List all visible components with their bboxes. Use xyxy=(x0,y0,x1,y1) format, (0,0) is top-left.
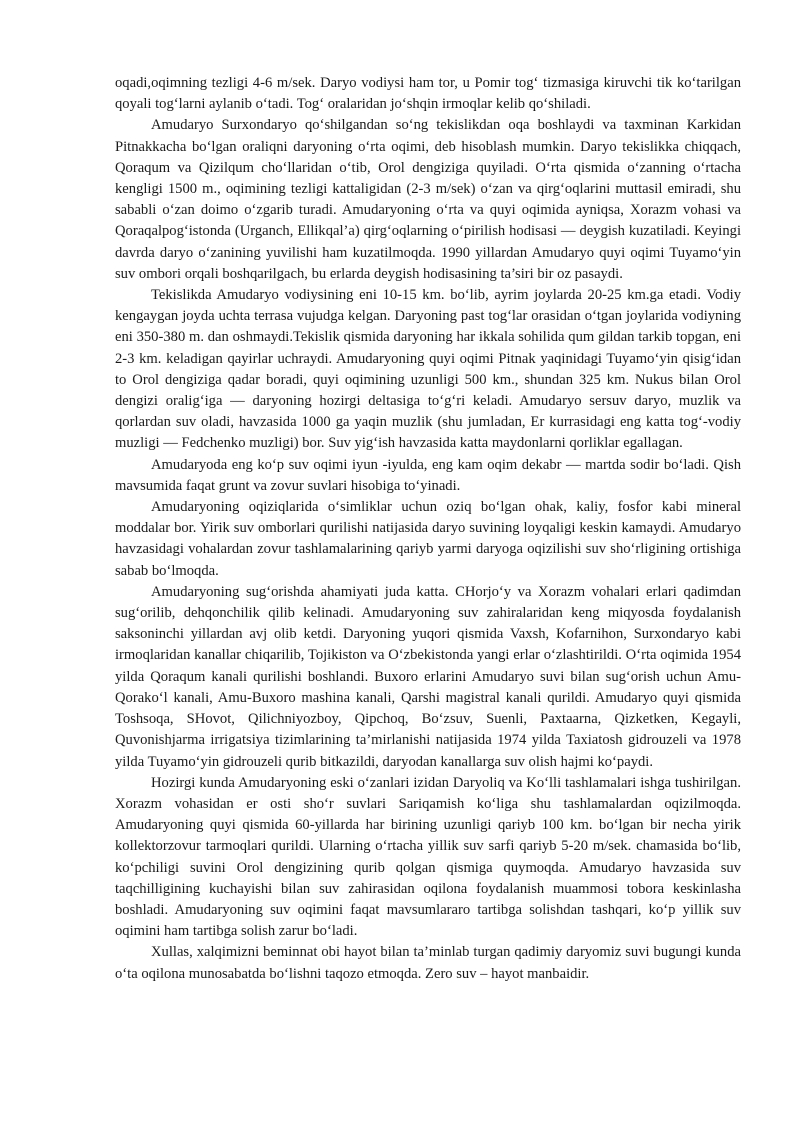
document-page xyxy=(115,73,741,985)
paragraph: Amudaryoning oqiziqlarida o‘simliklar uchun oziq bo‘lgan ohak, kaliy, fosfor kabi mineral moddalar bor. Yirik suv omborlari qurilishi natijasida daryo suvining loyqaligi keskin kamaydi. Amudaryo havzasidagi vohalardan zovur tashlamalarining qariyb yarmi daryoga oqizilishi suv sho‘rligining ortishiga sabab bo‘lmoqda. xyxy=(115,499,741,579)
paragraph: Hozirgi kunda Amudaryoning eski o‘zanlari izidan Daryoliq va Ko‘lli tashlamalari ishga tushirilgan. Xorazm vohasidan er osti sho‘r suvlari Sariqamish ko‘liga shu tashlamalardan oqizilmoqda. Amudaryoning quyi qismida 60-yillarda har birining uzunligi qariyb 100 km. bo‘lgan bir necha yirik kollektorzovur tarmoqlari qurildi. Ularning o‘rtacha yillik suv sarfi qariyb 5-20 m/sek. chamasida bo‘lib, ko‘pchiligi suvini Orol dengizining qurib qolgan qismiga quymoqda. Amudaryo havzasida suv taqchilligining kuchayishi bilan suv zahirasidan oqilona foydalanish muammosi tobora keskinlasha boshladi. Amudaryoning suv oqimini faqat mavsumlararo tartibga solishdan tashqari, ko‘p yillik suv oqimini ham tartibga solish zarur bo‘ladi. xyxy=(115,774,741,940)
paragraph: Amudaryoning sug‘orishda ahamiyati juda katta. CHorjo‘y va Xorazm vohalari erlari qadimdan sug‘orilib, dehqonchilik qilib kelinadi. Amudaryoning suv zahiralaridan keng miqyosda foydalanish saksoninchi yillardan avj olib ketdi. Daryoning yuqori qismida Vaxsh, Kofarnihon, Surxondaryo kabi irmoqlaridan kanallar chiqarilib, Tojikiston va O‘zbekistonda yangi erlar o‘zlashtirildi. O‘rta oqimida 1954 yilda Qoraqum kanali qurilishi boshlandi. Buxoro erlarini Amudaryo suvi bilan sug‘orish uchun Amu-Qorako‘l kanali, Amu-Buxoro mashina kanali, Qarshi magistral kanali qurildi. Amudaryo quyi qismida Toshsoqa, SHovot, Qilichniyozboy, Qipchoq, Bo‘zsuv, Suenli, Paxtaarna, Qizketken, Kegayli, Quvonishjarma irrigatsiya tizimlarining ta’mirlanishi natijasida 1974 yilda Taxiatosh gidrouzeli va 1978 yilda Tuyamo‘yin gidrouzeli qurib bitkazildi, daryodan kanallarga suv olish hajmi ko‘paydi. xyxy=(115,583,741,770)
paragraph: Xullas, xalqimizni beminnat obi hayot bilan ta’minlab turgan qadimiy daryomiz suvi bugungi kunda o‘ta oqilona munosabatda bo‘lishni taqozo etmoqda. Zero suv – hayot manbaidir. xyxy=(115,944,741,982)
paragraph: oqadi,oqimning tezligi 4-6 m/sek. Daryo vodiysi ham tor, u Pomir tog‘ tizmasiga kiruvchi tik ko‘tarilgan qoyali tog‘larni aylanib o‘tadi. Tog‘ oralaridan jo‘shqin irmoqlar kelib qo‘shiladi. xyxy=(115,75,741,113)
paragraph: Amudaryoda eng ko‘p suv oqimi iyun -iyulda, eng kam oqim dekabr — martda sodir bo‘ladi. Qish mavsumida faqat grunt va zovur suvlari hisobiga to‘yinadi. xyxy=(115,456,741,494)
paragraph: Tekislikda Amudaryo vodiysining eni 10-15 km. bo‘lib, ayrim joylarda 20-25 km.ga etadi. Vodiy kengaygan joyda uchta terrasa vujudga kelgan. Daryoning past tog‘lar orasidan o‘tgan joylarida vodiyning eni 350-380 m. dan oshmaydi.Tekislik qismida daryoning har ikkala sohilida qum gildan tarkib topgan, eni 2-3 km. keladigan qayirlar uchraydi. Amudaryoning quyi oqimi Pitnak yaqinidagi Tuyamo‘yin qisig‘idan to Orol dengiziga qadar boradi, quyi oqimining uzunligi 500 km., shundan 325 km. Nukus bilan Orol dengizi oralig‘iga — daryoning hozirgi deltasiga to‘g‘ri keladi. Amudaryo sersuv daryo, muzlik va qorlardan suv oladi, havzasida 1000 ga yaqin muzlik (shu jumladan, Er kurrasidagi eng katta tog‘-vodiy muzligi — Fedchenko muzligi) bor. Suv yig‘ish havzasida katta maydonlarni qorliklar egallagan. xyxy=(115,287,741,452)
paragraph: Amudaryo Surxondaryo qo‘shilgandan so‘ng tekislikdan oqa boshlaydi va taxminan Karkidan Pitnakkacha bo‘lgan oraliqni daryoning o‘rta oqimi, deb hisoblash mumkin. Daryo tekislikka chiqqach, Qoraqum va Qizilqum cho‘llaridan o‘tib, Orol dengiziga quyiladi. O‘rta qismida o‘zanning o‘rtacha kengligi 1500 m., oqimining tezligi kattaligidan (2-3 m/sek) o‘zan va qirg‘oqlarini muttasil emiradi, shu sababli o‘zan doimo o‘zgarib turadi. Amudaryoning o‘rta va quyi oqimida ayniqsa, Xorazm vohasi va Qoraqalpog‘istonda (Urganch, Ellikqal’a) qirg‘oqlarning o‘pirilish hodisasi — deygish kuzatiladi. Keyingi davrda daryo o‘zanining yuvilishi ham kuzatilmoqda. 1990 yillardan Amudaryo quyi oqimi Tuyamo‘yin suv ombori orqali boshqarilgach, bu erlarda deygish hodisasining ta’siri bir oz pasaydi. xyxy=(115,117,741,282)
